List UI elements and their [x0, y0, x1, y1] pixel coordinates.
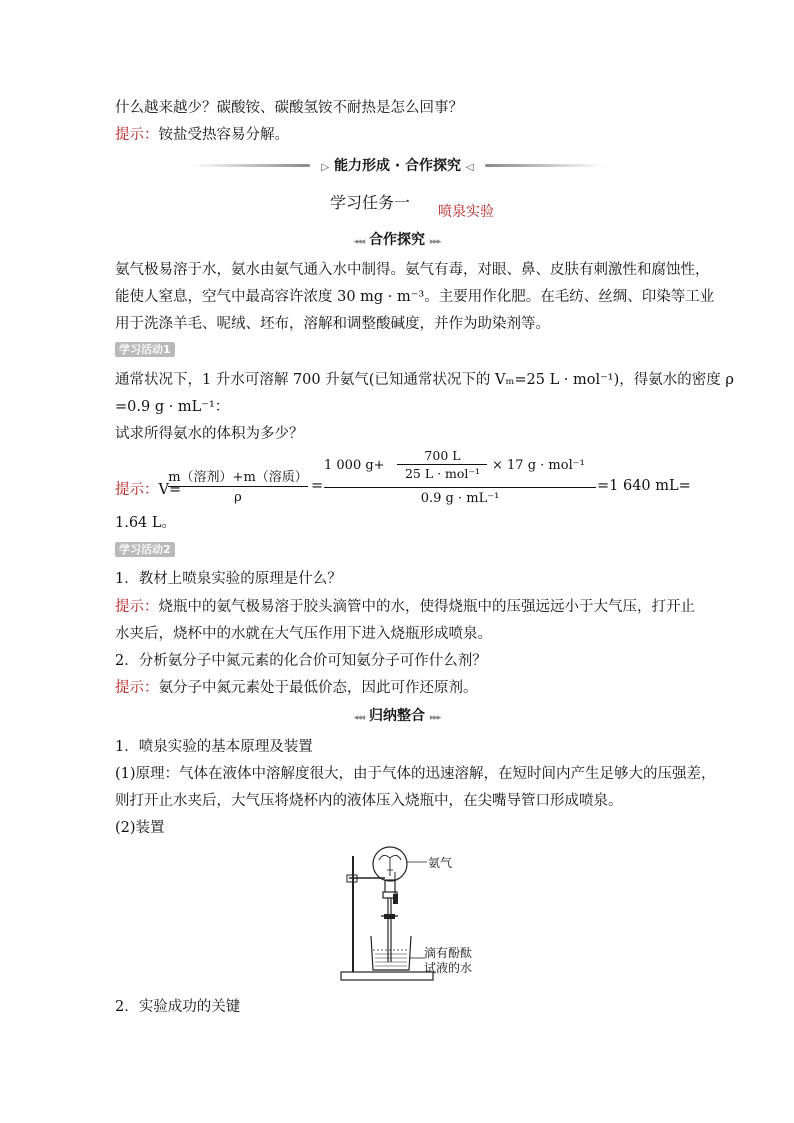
frac2-denominator: 0.9 g · mL⁻¹ — [420, 491, 500, 506]
label-water-1: 滴有酚酞 — [424, 946, 473, 960]
activity2-a2: 提示：氨分子中氮元素处于最低价态，因此可作还原剂。 — [115, 680, 478, 696]
stand-base — [341, 972, 433, 980]
paragraph-line-3: 用于洗涤羊毛、呢绒、坯布，溶解和调整酸碱度，并作为助染剂等。 — [115, 316, 550, 332]
summary-p1-line-1: (1)原理：气体在液体中溶解度很大，由于气体的迅速溶解，在短时间内产生足够大的压强差， — [115, 766, 716, 782]
formula-lhs: 提示：V= — [115, 482, 182, 498]
paragraph-line-2: 能使人窒息，空气中最高容许浓度 30 mg · m⁻³。主要用作化肥。在毛纺、丝绸、印染等工业 — [115, 289, 715, 305]
triangle-left-icon: ◁ — [465, 162, 474, 173]
activity-badge-2: 学习活动2 — [115, 542, 175, 557]
activity1-question: 试求所得氨水的体积为多少？ — [115, 426, 304, 442]
formula-result: =1 640 mL= — [597, 478, 691, 494]
frac2-bar — [324, 487, 596, 488]
hint-label: 提示： — [115, 127, 159, 143]
activity1-line-2: =0.9 g · mL⁻¹： — [115, 399, 230, 415]
summary-item-2: 2．实验成功的关键 — [115, 999, 241, 1015]
activity-badge-1: 学习活动1 — [115, 342, 175, 357]
triangle-right-icon: ▷ — [321, 162, 330, 173]
summary-header: ◂◂◂ 归纳整合 ▸▸▸ — [353, 708, 441, 724]
frac1-numerator: m（溶剂）+m（溶质） — [168, 470, 308, 485]
arrows-right-icon: ▸▸▸ — [429, 713, 441, 723]
summary-item-1: 1．喷泉实验的基本原理及装置 — [115, 739, 313, 755]
activity1-line-1: 通常状况下，1 升水可溶解 700 升氨气(已知通常状况下的 Vₘ=25 L · mol⁻¹)，得氨水的密度 ρ — [115, 372, 734, 388]
section-title: ▷ 能力形成 · 合作探究 ◁ — [321, 158, 474, 174]
frac2-num-a: 1 000 g+ — [324, 458, 385, 473]
frac1-bar — [168, 486, 308, 487]
arrows-left-icon: ◂◂◂ — [353, 237, 365, 247]
frac2-inner-denominator: 25 L · mol⁻¹ — [404, 466, 481, 481]
summary-p1-line-2: 则打开止水夹后，大气压将烧杯内的液体压入烧瓶中，在尖嘴导管口形成喷泉。 — [115, 793, 623, 809]
task-title: 学习任务一 — [330, 193, 411, 212]
hint-label: 提示： — [115, 680, 159, 696]
explore-header: ◂◂◂ 合作探究 ▸▸▸ — [353, 232, 441, 248]
task-topic: 喷泉实验 — [438, 204, 494, 220]
activity2-a1-line-2: 水夹后，烧杯中的水就在大气压作用下进入烧瓶形成喷泉。 — [115, 626, 492, 642]
label-gas: 氨气 — [428, 856, 453, 870]
frac2-inner-bar — [397, 464, 487, 465]
intro-hint — [115, 123, 289, 144]
activity2-q2: 2．分析氨分子中氮元素的化合价可知氨分子可作什么剂？ — [115, 653, 487, 669]
arrows-right-icon: ▸▸▸ — [429, 237, 441, 247]
section-header — [190, 155, 605, 175]
intro-question: 什么越来越少？碳酸铵、碳酸氢铵不耐热是怎么回事？ — [115, 100, 463, 116]
frac2-num-b: × 17 g · mol⁻¹ — [492, 458, 585, 473]
hint-text: 铵盐受热容易分解。 — [158, 127, 289, 143]
summary-p2: (2)装置 — [115, 820, 165, 836]
frac1-denominator: ρ — [234, 490, 242, 505]
activity2-q1: 1．教材上喷泉实验的原理是什么？ — [115, 571, 342, 587]
label-water-2: 试液的水 — [424, 961, 473, 975]
formula-result-2: 1.64 L。 — [115, 515, 177, 531]
arrows-left-icon: ◂◂◂ — [353, 713, 365, 723]
frac2-inner-numerator: 700 L — [424, 448, 461, 463]
hint-label: 提示： — [115, 482, 159, 498]
hint-label: 提示： — [115, 599, 159, 615]
formula-eq: = — [311, 478, 324, 494]
activity2-a1-line-1: 提示：烧瓶中的氨气极易溶于胶头滴管中的水，使得烧瓶中的压强远远小于大气压，打开止 — [115, 599, 695, 615]
paragraph-line-1: 氨气极易溶于水，氨水由氨气通入水中制得。氨气有毒，对眼、鼻、皮肤有刺激性和腐蚀性， — [115, 262, 710, 278]
